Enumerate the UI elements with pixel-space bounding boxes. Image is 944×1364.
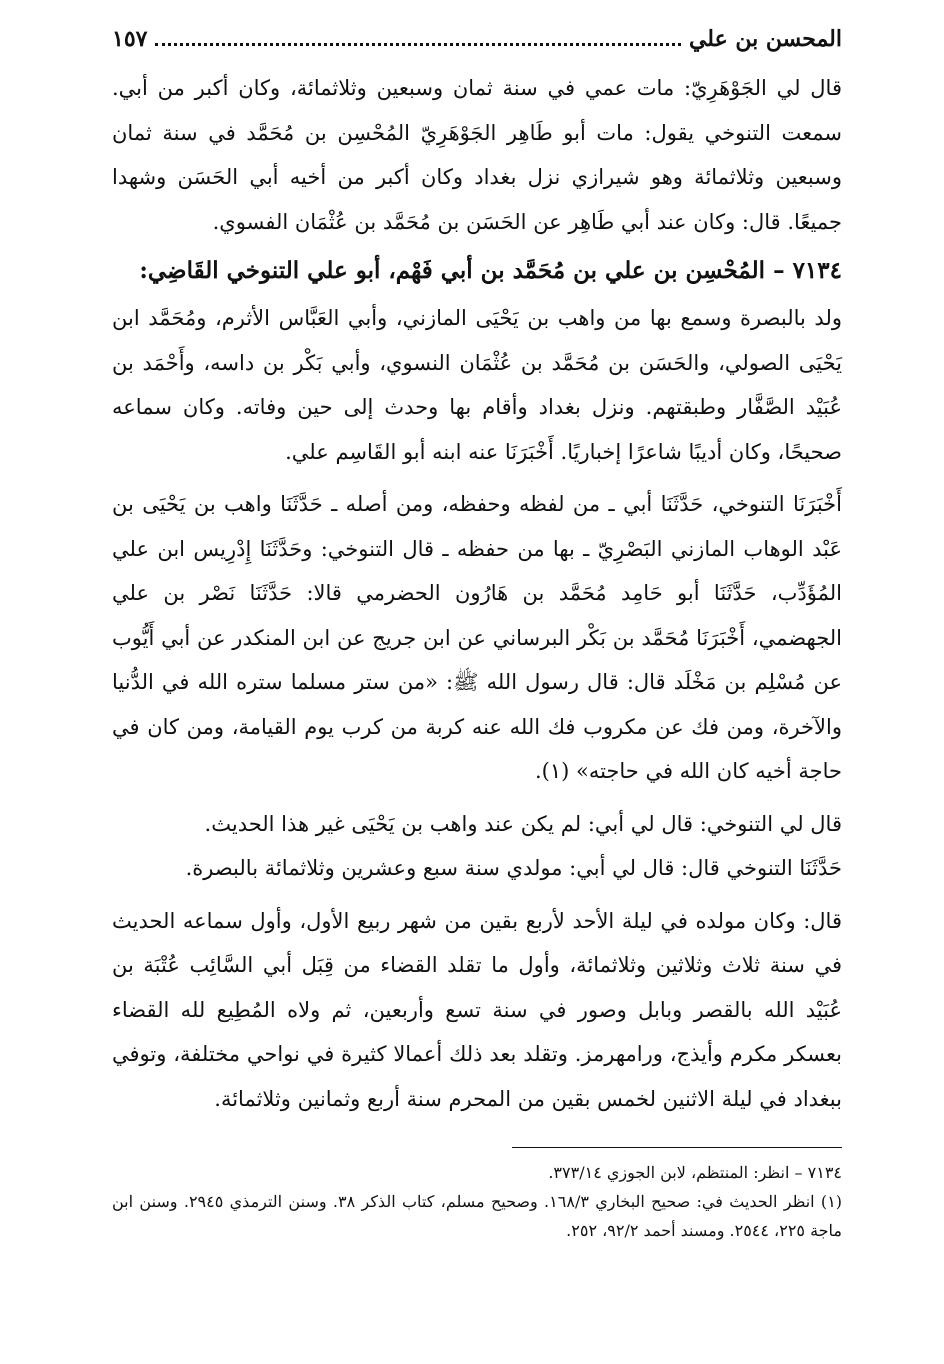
- paragraph-3: أَخْبَرَنَا التنوخي، حَدَّثَنَا أبي ـ من لفظه وحفظه، ومن أصله ـ حَدَّثَنَا واهب بن يَحْيَى بن عَبْد الوهاب المازني البَصْرِيّ ـ بها من حفظه ـ قال التنوخي: وحَدَّثَنَا إِدْرِيس ابن علي المُؤَدِّب، حَدَّثَنَا أبو حَامِد مُحَمَّد بن هَارُون الحضرمي قالا: حَدَّثَنَا نَصْر بن علي الجهضمي، أَخْبَرَنَا مُحَمَّد بن بَكْر البرساني عن ابن جريج عن ابن المنكدر عن أبي أَيُّوب عن مُسْلِم بن مَخْلَد قال: قال رسول الله ﷺ: «من ستر مسلما ستره الله في الدُّنيا والآخرة، ومن فك عن مكروب فك الله عنه كربة من كرب يوم القيامة، ومن كان في حاجة أخيه كان الله في حاجته» (١).: [112, 492, 842, 783]
- paragraph-2: ولد بالبصرة وسمع بها من واهب بن يَحْيَى المازني، وأبي العَبَّاس الأثرم، ومُحَمَّد ابن يَحْيَى الصولي، والحَسَن بن مُحَمَّد بن عُثْمَان النسوي، وأبي بَكْر بن داسه، وأَحْمَد بن عُبَيْد الصَّفَّار وطبقتهم. ونزل بغداد وأقام بها وحدث إلى حين وفاته. وكان سماعه صحيحًا، وكان أديبًا شاعرًا إخباريًا. أَخْبَرَنَا عنه ابنه أبو القَاسِم علي.: [112, 306, 842, 464]
- leader-dots: [155, 42, 681, 46]
- entry-heading: ٧١٣٤ – المُحْسِن بن علي بن مُحَمَّد بن أبي فَهْم، أبو علي التنوخي القَاضِي:: [139, 257, 842, 284]
- paragraph-5: حَدَّثَنَا التنوخي قال: قال لي أبي: مولدي سنة سبع وعشرين وثلاثمائة بالبصرة.: [185, 856, 842, 880]
- book-page: [112, 26, 842, 1245]
- footnote-divider: [512, 1147, 842, 1148]
- paragraph-1: قال لي الجَوْهَرِيّ: مات عمي في سنة ثمان وسبعين وثلاثمائة، وكان أكبر من أبي. سمعت التنوخي يقول: مات أبو طَاهِر الجَوْهَرِيّ المُحْسِن بن مُحَمَّد في سنة ثمان وسبعين وثلاثمائة وهو شيرازي نزل بغداد وكان أكبر من أخيه أبي الحَسَن وشهدا جميعًا. قال: وكان عند أبي طَاهِر عن الحَسَن بن مُحَمَّد بن عُثْمَان الفسوي.: [112, 76, 842, 234]
- footnote-hadith-source: (١) انظر الحديث في: صحيح البخاري ١٦٨/٣. وصحيح مسلم، كتاب الذكر ٣٨. وسنن الترمذي ٢٩٤٥. وسنن ابن ماجة ٢٢٥، ٢٥٤٤. ومسند أحمد ٩٢/٢، ٢٥٢.: [112, 1192, 843, 1240]
- paragraph-6: قال: وكان مولده في ليلة الأحد لأربع بقين من شهر ربيع الأول، وأول سماعه الحديث في سنة ثلاث وثلاثين وثلاثمائة، وأول ما تقلد القضاء من قِبَل أبي السَّائِب عُتْبَة بن عُبَيْد الله بالقصر وبابل وصور في سنة تسع وأربعين، ثم ولاه المُطِيع لله القضاء بعسكر مكرم وأيذج، ورامهرمز. وتقلد بعد ذلك أعمالا كثيرة في نواحي مختلفة، وتوفي ببغداد في ليلة الاثنين لخمس بقين من المحرم سنة أربع وثمانين وثلاثمائة.: [112, 908, 842, 1111]
- running-title: المحسن بن علي: [688, 26, 842, 52]
- footnote-entry-source: ٧١٣٤ – انظر: المنتظم، لابن الجوزي ٣٧٣/١٤.: [548, 1163, 842, 1182]
- page-number: ١٥٧: [112, 26, 148, 52]
- paragraph-4: قال لي التنوخي: قال لي أبي: لم يكن عند واهب بن يَحْيَى غير هذا الحديث.: [204, 811, 842, 836]
- running-header: [112, 26, 842, 66]
